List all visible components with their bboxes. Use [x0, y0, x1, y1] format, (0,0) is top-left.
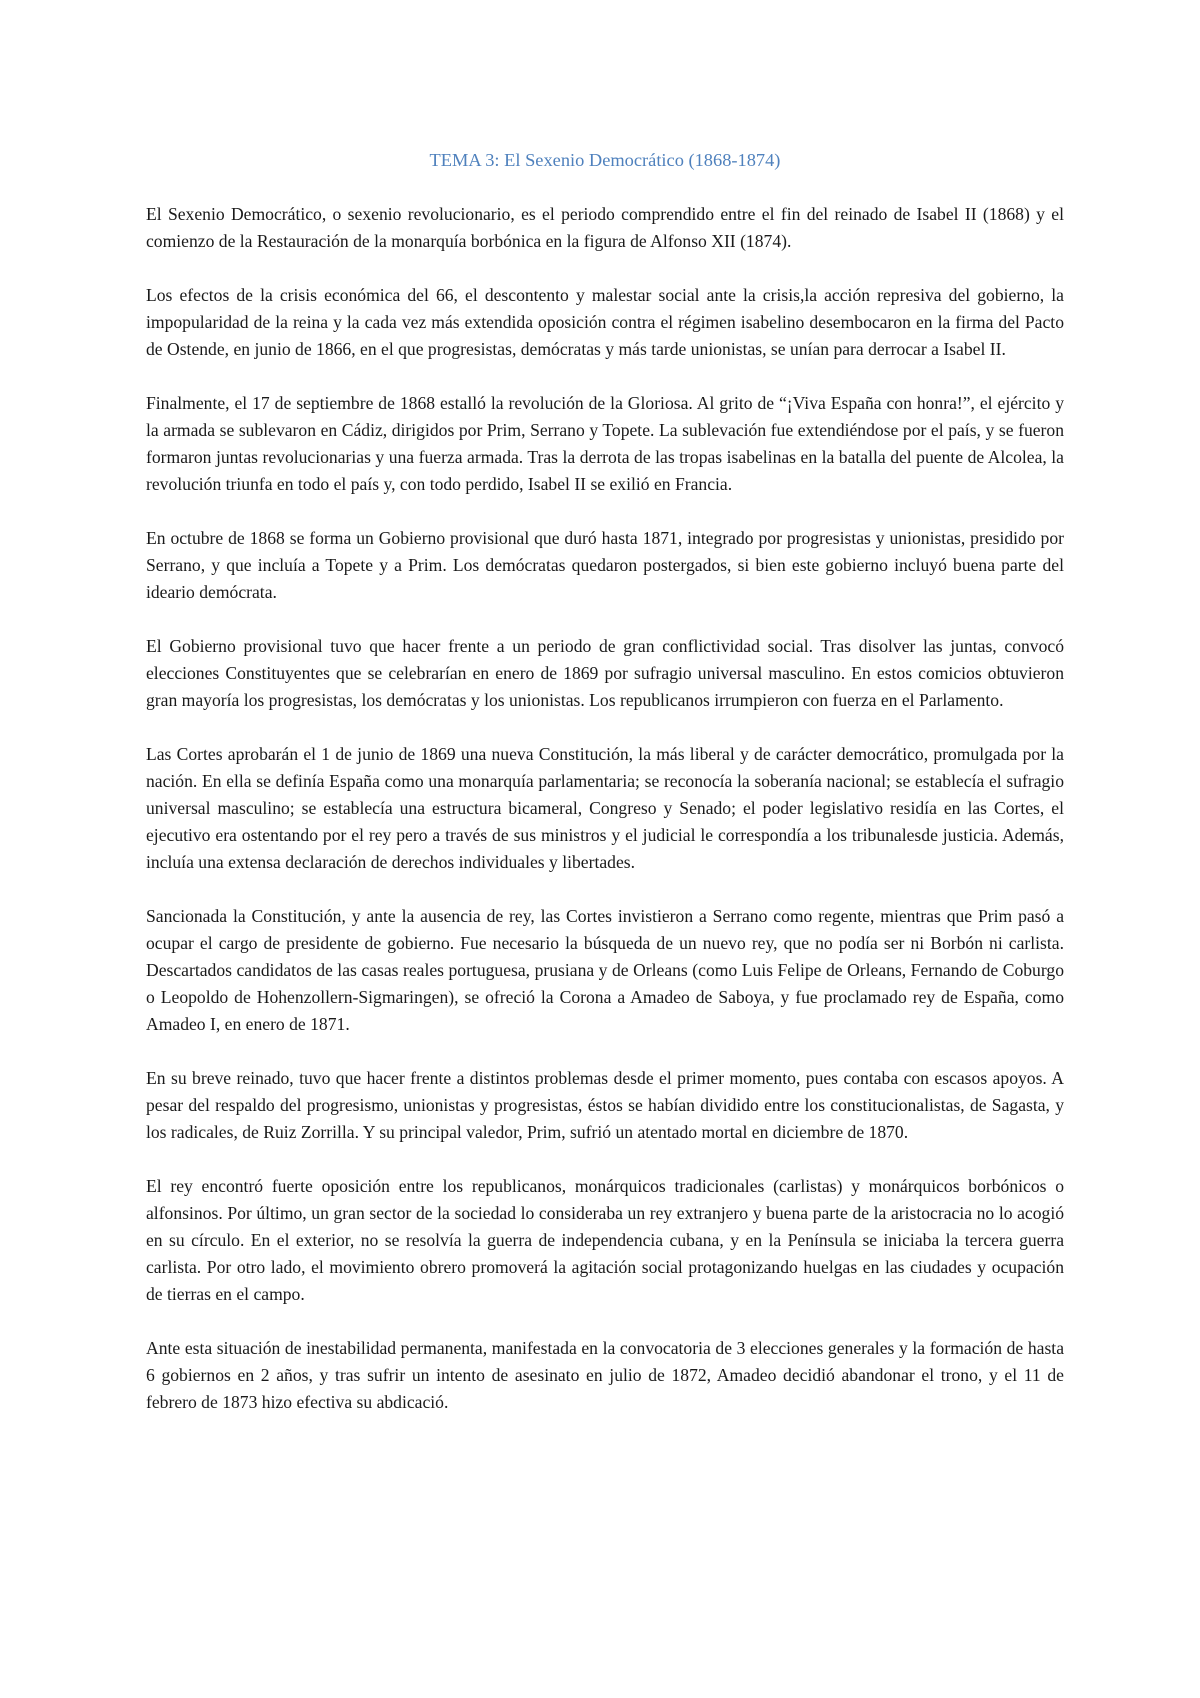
- paragraph-la-gloriosa: Finalmente, el 17 de septiembre de 1868 estalló la revolución de la Gloriosa. Al grito de “¡Viva España con honra!”, el ejército y la armada se sublevaron en Cádiz, dirigidos por Prim, Serrano y Topete. La sublevación fue extendiéndose por el país, y se fueron formaron juntas revolucionarias y una fuerza armada. Tras la derrota de las tropas isabelinas en la batalla del puente de Alcolea, la revolución triunfa en todo el país y, con todo perdido, Isabel II se exilió en Francia.: [146, 393, 1064, 494]
- document-title: TEMA 3: El Sexenio Democrático (1868-1874): [429, 150, 781, 170]
- document-body: [146, 147, 1064, 1443]
- paragraph-breve-reinado: En su breve reinado, tuvo que hacer frente a distintos problemas desde el primer momento, pues contaba con escasos apoyos. A pesar del respaldo del progresismo, unionistas y progresistas, éstos se habían dividido entre los constitucionalistas, de Sagasta, y los radicales, de Ruiz Zorrilla. Y su principal valedor, Prim, sufrió un atentado mortal en diciembre de 1870.: [146, 1068, 1064, 1142]
- paragraph-oposicion-rey: El rey encontró fuerte oposición entre los republicanos, monárquicos tradicionales (carlistas) y monárquicos borbónicos o alfonsinos. Por último, un gran sector de la sociedad lo consideraba un rey extranjero y buena parte de la aristocracia no lo acogió en su círculo. En el exterior, no se resolvía la guerra de independencia cubana, y en la Península se iniciaba la tercera guerra carlista. Por otro lado, el movimiento obrero promoverá la agitación social protagonizando huelgas en las ciudades y ocupación de tierras en el campo.: [146, 1176, 1064, 1304]
- paragraph-abdicacion: Ante esta situación de inestabilidad permanenta, manifestada en la convocatoria de 3 elecciones generales y la formación de hasta 6 gobiernos en 2 años, y tras sufrir un intento de asesinato en julio de 1872, Amadeo decidió abandonar el trono, y el 11 de febrero de 1873 hizo efectiva su abdicació.: [146, 1338, 1064, 1412]
- paragraph-intro: El Sexenio Democrático, o sexenio revolucionario, es el periodo comprendido entre el fin del reinado de Isabel II (1868) y el comienzo de la Restauración de la monarquía borbónica en la figura de Alfonso XII (1874).: [146, 204, 1064, 251]
- paragraph-constitucion-1869: Las Cortes aprobarán el 1 de junio de 1869 una nueva Constitución, la más liberal y de carácter democrático, promulgada por la nación. En ella se definía España como una monarquía parlamentaria; se reconocía la soberanía nacional; se establecía el sufragio universal masculino; se establecía una estructura bicameral, Congreso y Senado; el poder legislativo residía en las Cortes, el ejecutivo era ostentando por el rey pero a través de sus ministros y el judicial le correspondía a los tribunalesde justicia. Además, incluía una extensa declaración de derechos individuales y libertades.: [146, 744, 1064, 872]
- paragraph-pacto-ostende: Los efectos de la crisis económica del 66, el descontento y malestar social ante la crisis,la acción represiva del gobierno, la impopularidad de la reina y la cada vez más extendida oposición contra el régimen isabelino desembocaron en la firma del Pacto de Ostende, en junio de 1866, en el que progresistas, demócratas y más tarde unionistas, se unían para derrocar a Isabel II.: [146, 285, 1064, 359]
- paragraph-gobierno-provisional: En octubre de 1868 se forma un Gobierno provisional que duró hasta 1871, integrado por progresistas y unionistas, presidido por Serrano, y que incluía a Topete y a Prim. Los demócratas quedaron postergados, si bien este gobierno incluyó buena parte del ideario demócrata.: [146, 528, 1064, 602]
- paragraph-regencia-amadeo: Sancionada la Constitución, y ante la ausencia de rey, las Cortes invistieron a Serrano como regente, mientras que Prim pasó a ocupar el cargo de presidente de gobierno. Fue necesario la búsqueda de un nuevo rey, que no podía ser ni Borbón ni carlista. Descartados candidatos de las casas reales portuguesa, prusiana y de Orleans (como Luis Felipe de Orleans, Fernando de Coburgo o Leopoldo de Hohenzollern-Sigmaringen), se ofreció la Corona a Amadeo de Saboya, y fue proclamado rey de España, como Amadeo I, en enero de 1871.: [146, 906, 1064, 1034]
- paragraph-elecciones-constituyentes: El Gobierno provisional tuvo que hacer frente a un periodo de gran conflictividad social. Tras disolver las juntas, convocó elecciones Constituyentes que se celebrarían en enero de 1869 por sufragio universal masculino. En estos comicios obtuvieron gran mayoría los progresistas, los demócratas y los unionistas. Los republicanos irrumpieron con fuerza en el Parlamento.: [146, 636, 1064, 710]
